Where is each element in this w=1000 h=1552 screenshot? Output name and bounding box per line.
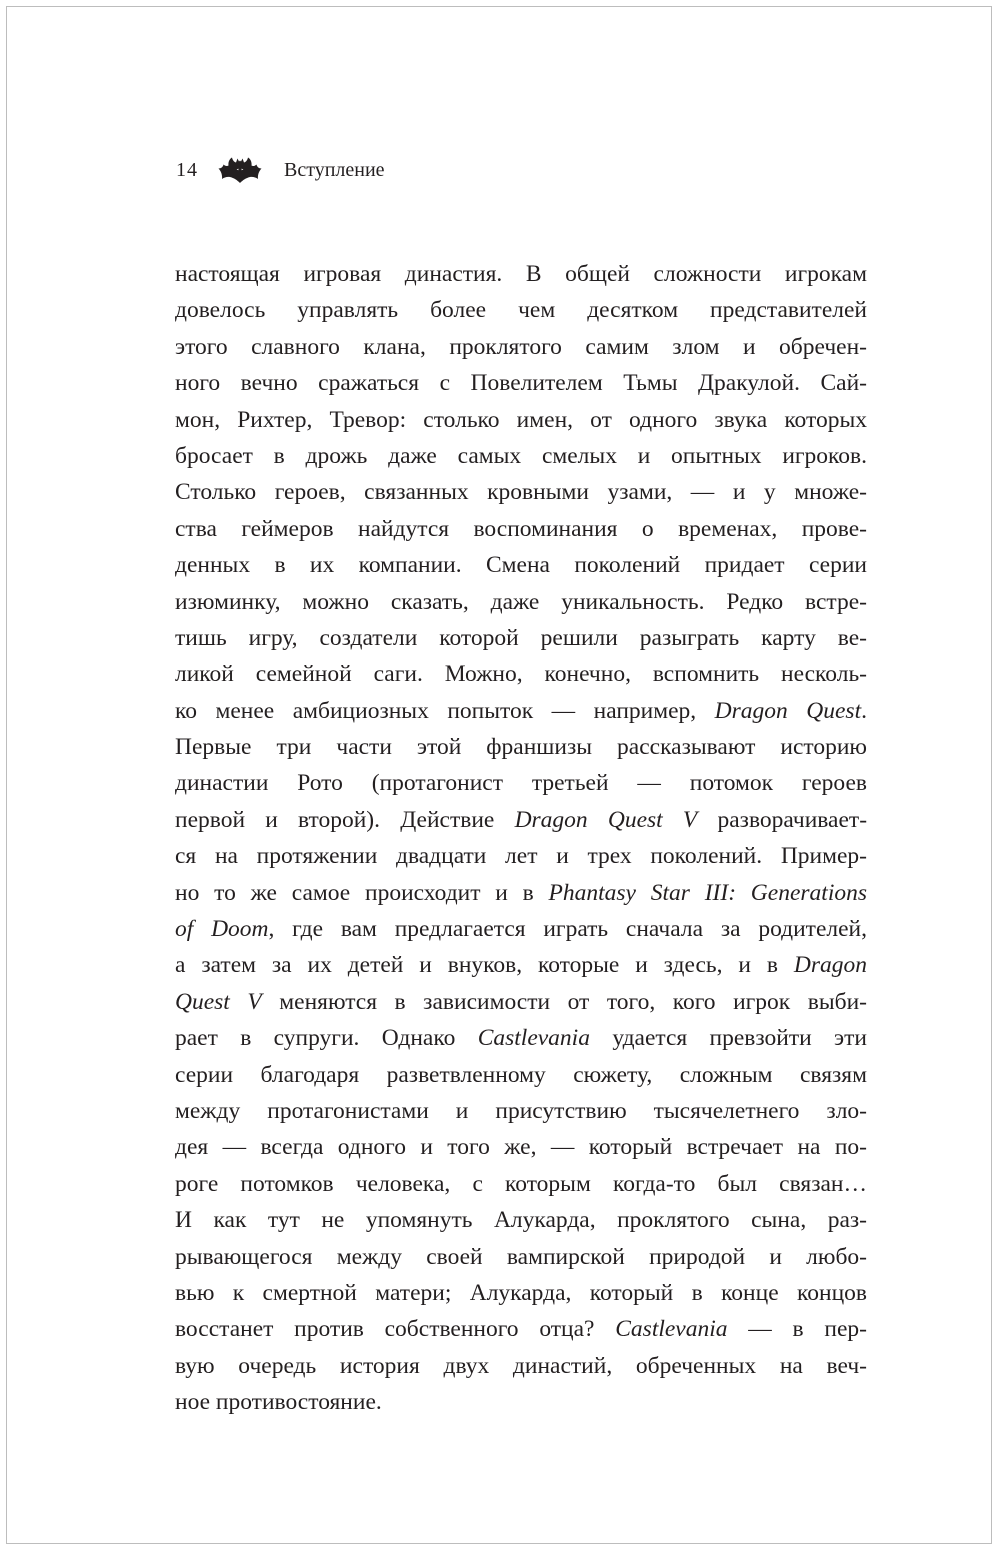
text-line: [175, 474, 867, 510]
text-segment: серии благодаря разветвленному сюжету, сложным связям: [175, 1061, 867, 1088]
text-segment: роге потомков человека, с которым когда-то был связан…: [175, 1170, 867, 1197]
text-segment: ликой семейной саги. Можно, конечно, вспомнить несколь-: [175, 661, 867, 688]
text-segment: тишь игру, создатели которой решили разыграть карту ве-: [175, 624, 867, 651]
text-line: [175, 875, 867, 911]
text-segment: , где вам предлагается играть сначала за родителей,: [268, 916, 867, 943]
text-segment: разворачивает-: [697, 806, 867, 833]
text-line: [175, 329, 867, 365]
text-line: [175, 1239, 867, 1275]
italic-title: Phantasy Star III: Generations: [548, 879, 867, 906]
bat-icon: [218, 156, 262, 184]
text-line: [175, 656, 867, 692]
text-line: [175, 365, 867, 401]
text-line: [175, 1166, 867, 1202]
running-head: [176, 150, 385, 190]
text-segment: ства геймеров найдутся воспоминания о временах, прове-: [175, 515, 867, 542]
text-line: [175, 1057, 867, 1093]
italic-title: Castlevania: [615, 1316, 728, 1343]
text-segment: рает в супруги. Однако: [175, 1025, 478, 1052]
italic-title: Dragon: [793, 952, 867, 979]
chapter-title: Вступление: [284, 158, 385, 181]
text-line: [175, 765, 867, 801]
text-segment: бросает в дрожь даже самых смелых и опытных игроков.: [175, 442, 867, 469]
text-segment: меняются в зависимости от того, кого игрок выби-: [261, 988, 867, 1015]
text-line: [175, 1275, 867, 1311]
text-segment: денных в их компании. Смена поколений придает серии: [175, 552, 867, 579]
text-segment: вью к смертной матери; Алукарда, который в конце концов: [175, 1279, 867, 1306]
text-segment: ное противостояние.: [175, 1389, 382, 1416]
text-line: [175, 547, 867, 583]
text-segment: настоящая игровая династия. В общей сложности игрокам: [175, 261, 867, 287]
body-text: [175, 256, 867, 1421]
text-segment: между протагонистами и присутствию тысячелетнего зло-: [175, 1097, 867, 1124]
text-segment: ного вечно сражаться с Повелителем Тьмы Дракулой. Сай-: [175, 370, 867, 397]
italic-title: Dragon Quest: [714, 697, 862, 724]
text-segment: .: [861, 697, 867, 724]
italic-title: Castlevania: [477, 1025, 590, 1052]
text-line: [175, 438, 867, 474]
text-segment: а затем за их детей и внуков, которые и здесь, и в: [175, 952, 794, 979]
italic-title: Quest V: [175, 988, 262, 1015]
text-line: [175, 1093, 867, 1129]
text-line: [175, 802, 867, 838]
text-segment: ся на протяжении двадцати лет и трех поколений. Пример-: [175, 843, 867, 870]
text-line: [175, 256, 867, 292]
italic-title: Dragon Quest V: [514, 806, 698, 833]
text-segment: восстанет против собственного отца?: [175, 1316, 616, 1343]
text-line: [175, 1311, 867, 1347]
text-segment: мон, Рихтер, Тревор: столько имен, от одного звука которых: [175, 406, 867, 433]
text-line: [175, 402, 867, 438]
text-segment: рывающегося между своей вампирской природой и любо-: [175, 1243, 867, 1270]
text-line: [175, 729, 867, 765]
text-line: [175, 620, 867, 656]
text-segment: династии Рото (протагонист третьей — потомок героев: [175, 770, 867, 797]
text-segment: ко менее амбициозных попыток — например,: [175, 697, 715, 724]
page-number: 14: [176, 158, 198, 181]
text-segment: этого славного клана, проклятого самим злом и обречен-: [175, 333, 867, 360]
text-line: [175, 1348, 867, 1384]
text-line: [175, 693, 867, 729]
text-line: [175, 584, 867, 620]
text-segment: И как тут не упомянуть Алукарда, проклятого сына, раз-: [175, 1207, 867, 1234]
text-segment: вую очередь история двух династий, обреченных на веч-: [175, 1352, 867, 1379]
text-line: [175, 511, 867, 547]
text-line: [175, 1020, 867, 1056]
text-line: [175, 947, 867, 983]
text-line: [175, 1202, 867, 1238]
text-segment: Столько героев, связанных кровными узами, — и у множе-: [175, 479, 867, 506]
text-segment: Первые три части этой франшизы рассказывают историю: [175, 734, 867, 761]
text-line: [175, 911, 867, 947]
text-line: [175, 984, 867, 1020]
text-segment: изюминку, можно сказать, даже уникальность. Редко встре-: [175, 588, 867, 615]
text-line: [175, 1129, 867, 1165]
text-line: [175, 1384, 867, 1420]
text-segment: довелось управлять более чем десятком представителей: [175, 297, 867, 324]
italic-title: of Doom: [175, 916, 269, 943]
text-segment: дея — всегда одного и того же, — который встречает на по-: [175, 1134, 867, 1161]
text-segment: — в пер-: [727, 1316, 867, 1343]
text-line: [175, 838, 867, 874]
text-segment: но то же самое происходит и в: [175, 879, 549, 906]
text-line: [175, 292, 867, 328]
text-segment: удается превзойти эти: [589, 1025, 867, 1052]
text-segment: первой и второй). Действие: [175, 806, 515, 833]
